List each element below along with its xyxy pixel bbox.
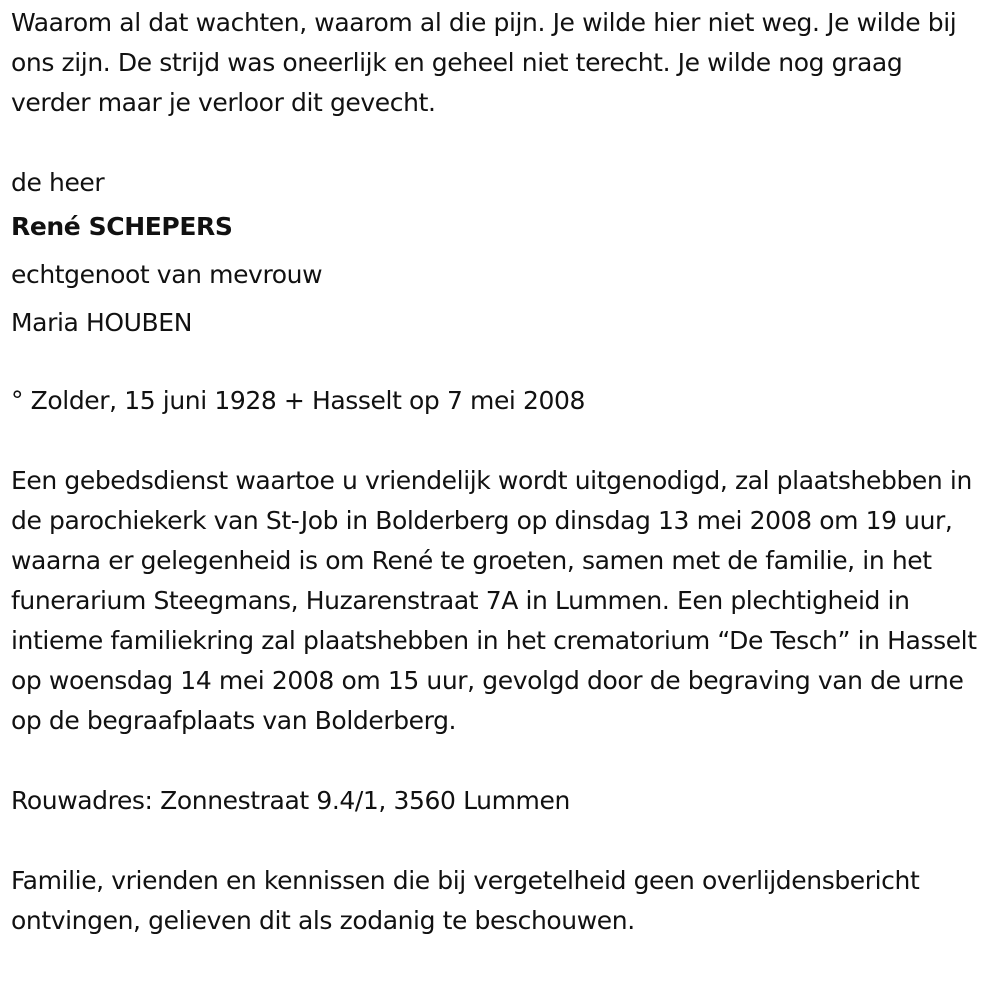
relation-text: echtgenoot van mevrouw	[11, 260, 323, 289]
deceased-name: René SCHEPERS	[11, 212, 233, 241]
spacer	[11, 347, 986, 381]
spacer	[11, 123, 986, 163]
spouse-name: Maria HOUBEN	[11, 308, 193, 337]
spacer	[11, 421, 986, 461]
poem-text: Waarom al dat wachten, waarom al die pijn. Je wilde hier niet weg. Je wilde bij ons zijn. De strijd was oneerlijk en geheel niet terecht. Je wilde nog graag verder maar je verloor dit gevecht.	[11, 8, 957, 117]
spacer	[11, 821, 986, 861]
spacer	[11, 741, 986, 781]
birth-death-dates: ° Zolder, 15 juni 1928 + Hasselt op 7 mei 2008	[11, 386, 586, 415]
closing-text: Familie, vrienden en kennissen die bij vergetelheid geen overlijdensbericht ontvingen, gelieven dit als zodanig te beschouwen.	[11, 866, 920, 935]
ceremony-text: Een gebedsdienst waartoe u vriendelijk wordt uitgenodigd, zal plaatshebben in de parochiekerk van St-Job in Bolderberg op dinsdag 13 mei 2008 om 19 uur, waarna er gelegenheid is om René te groeten, samen met de familie, in het funerarium Steegmans, Huzarenstraat 7A in Lummen. Een plechtigheid in intieme familiekring zal plaatshebben in het crematorium “De Tesch” in Hasselt op woensdag 14 mei 2008 om 15 uur, gevolgd door de begraving van de urne op de begraafplaats van Bolderberg.	[11, 466, 977, 735]
mourning-address: Rouwadres: Zonnestraat 9.4/1, 3560 Lummen	[11, 786, 570, 815]
deceased-title: de heer	[11, 168, 105, 197]
death-notice	[11, 3, 986, 941]
